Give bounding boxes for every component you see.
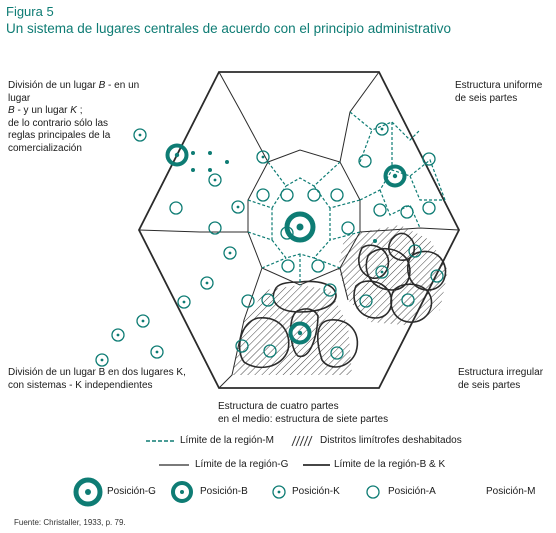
position-m-marker bbox=[191, 168, 195, 172]
position-k-marker bbox=[96, 354, 108, 366]
position-a-marker bbox=[401, 206, 413, 218]
position-a-marker bbox=[374, 204, 386, 216]
source-note: Fuente: Christaller, 1933, p. 79. bbox=[14, 518, 126, 527]
annotation-text: comercialización bbox=[8, 142, 82, 154]
annotation-bottom-center bbox=[218, 401, 388, 426]
position-a-marker bbox=[423, 202, 435, 214]
position-a-marker bbox=[170, 202, 182, 214]
position-m-marker bbox=[225, 160, 229, 164]
annotation-text: de seis partes bbox=[455, 92, 518, 104]
legend-pos-a: Posición-A bbox=[388, 486, 436, 497]
annotation-text: reglas principales de la bbox=[8, 130, 111, 141]
legend-uninhabited: Distritos limítrofes deshabitados bbox=[320, 435, 462, 446]
annotation-text: División de un lugar bbox=[8, 80, 99, 91]
annotation-text: Estructura uniforme bbox=[455, 80, 543, 91]
annotation-top-left bbox=[8, 80, 143, 155]
annotation-text: de lo contrario sólo las bbox=[8, 117, 109, 129]
position-k-marker bbox=[112, 329, 124, 341]
position-k-marker bbox=[376, 123, 388, 135]
annotation-top-right bbox=[455, 80, 542, 105]
legend-limit-bk: Límite de la región-B & K bbox=[334, 459, 446, 470]
annotation-text: División de un lugar B en dos lugares K, bbox=[8, 367, 186, 378]
position-a-marker bbox=[257, 189, 269, 201]
position-m-marker bbox=[208, 168, 212, 172]
legend-limit-g: Límite de la región-G bbox=[195, 459, 289, 470]
position-a-marker bbox=[312, 260, 324, 272]
position-a-marker bbox=[242, 295, 254, 307]
legend-pos-m: Posición-M bbox=[486, 486, 536, 497]
position-m-marker bbox=[191, 151, 195, 155]
annotation-text: Estructura irregular bbox=[458, 367, 544, 378]
annotation-text: con sistemas - K independientes bbox=[8, 379, 153, 391]
position-k-marker bbox=[232, 201, 244, 213]
annotation-bottom-right bbox=[458, 367, 543, 392]
figure-label: Figura 5 bbox=[6, 4, 54, 19]
position-m-marker bbox=[373, 239, 377, 243]
position-a-marker bbox=[331, 189, 343, 201]
legend-pos-k: Posición-K bbox=[292, 486, 340, 497]
annotation-text: de seis partes bbox=[458, 379, 521, 391]
position-b-marker bbox=[168, 146, 187, 165]
annotation-bottom-left bbox=[8, 367, 186, 392]
position-k-marker bbox=[209, 174, 221, 186]
position-g-marker bbox=[287, 214, 313, 240]
legend-pos-b: Posición-B bbox=[200, 486, 248, 497]
position-k-marker bbox=[201, 277, 213, 289]
figure-title: Un sistema de lugares centrales de acuerdo con el principio administrativo bbox=[6, 21, 451, 36]
position-a-marker bbox=[423, 153, 435, 165]
position-m-marker bbox=[208, 151, 212, 155]
legend-limit-m: Límite de la región-M bbox=[180, 435, 274, 446]
annotation-text: en el medio: estructura de siete partes bbox=[218, 413, 389, 425]
annotation-text: ; bbox=[76, 105, 83, 116]
position-a-marker bbox=[281, 189, 293, 201]
position-k-marker bbox=[178, 296, 190, 308]
position-k-marker bbox=[224, 247, 236, 259]
position-a-marker bbox=[308, 189, 320, 201]
position-k-marker bbox=[137, 315, 149, 327]
position-a-marker bbox=[342, 222, 354, 234]
annotation-text: B bbox=[98, 80, 106, 91]
position-b-marker bbox=[386, 167, 405, 186]
annotation-text: K bbox=[70, 105, 77, 116]
annotation-text: B bbox=[8, 105, 15, 116]
annotation-text: Estructura de cuatro partes bbox=[218, 401, 339, 412]
position-a-marker bbox=[282, 260, 294, 272]
annotation-text: - y un lugar bbox=[14, 105, 71, 116]
annotation-text: - en un lugar bbox=[8, 80, 140, 104]
legend-pos-g: Posición-G bbox=[107, 486, 156, 497]
position-k-marker bbox=[151, 346, 163, 358]
